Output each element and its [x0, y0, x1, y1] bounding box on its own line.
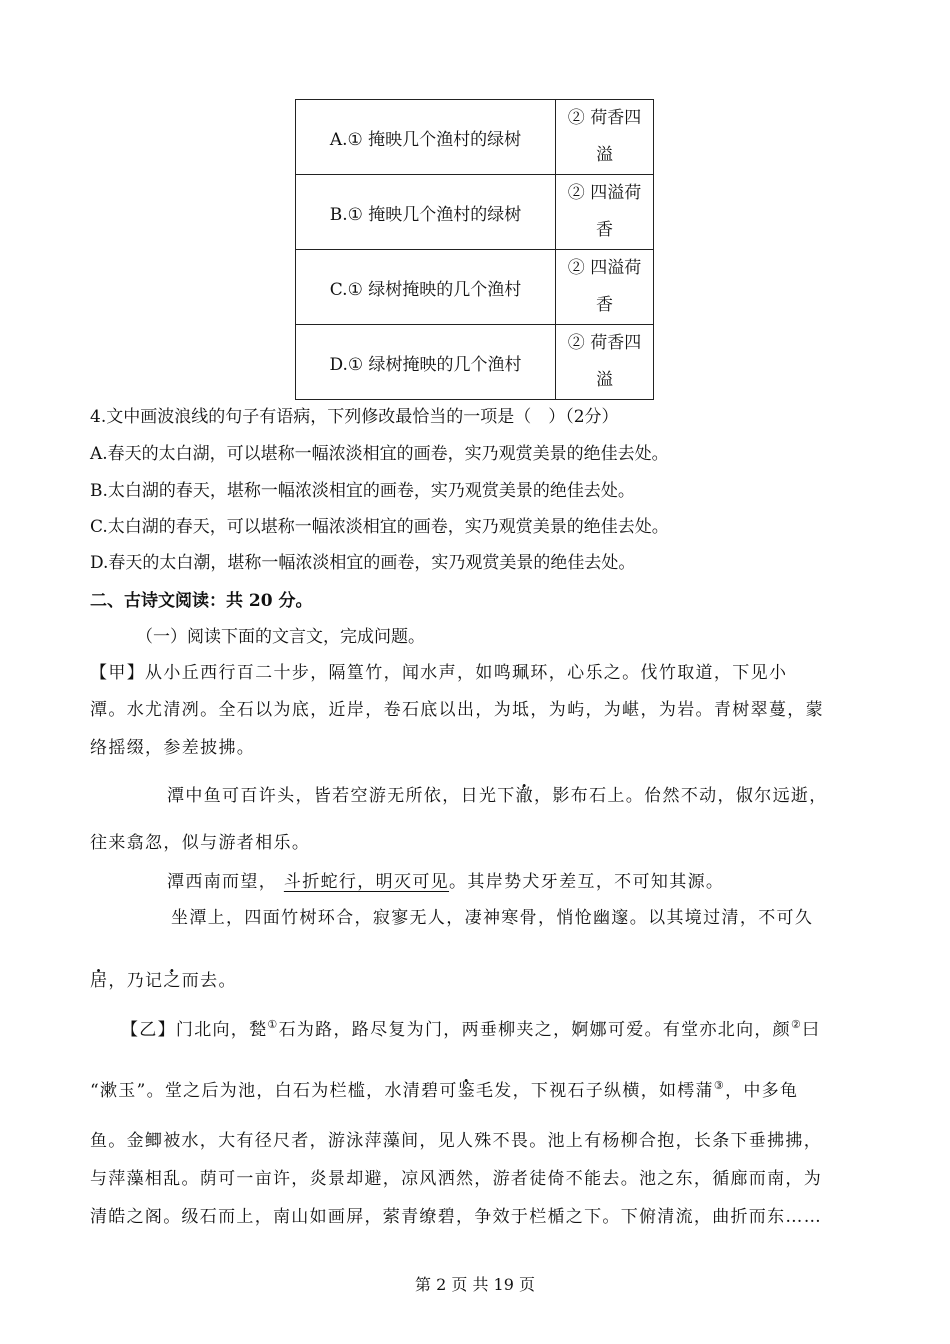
passage-jia-line: 络摇缀，参差披拂。 [90, 738, 256, 758]
passage-yi-line: 与萍藻相乱。荫可一亩许，炎景却避，凉风洒然，游者徒倚不能去。池之东，循廊而南，为 [90, 1169, 822, 1189]
answer-option: D.春天的太白潮，堪称一幅浓淡相宜的画卷，实乃观赏美景的绝佳去处。 [90, 553, 636, 573]
table-row [296, 325, 654, 400]
option-cell: A.① 掩映几个渔村的绿树 [296, 100, 556, 175]
passage-jia-line: 潭中鱼可百许头，皆若空游无所依，日光下澈，影布石上。佁然不动，俶尔远逝， [167, 786, 828, 806]
passage-yi-line: 鱼。金鲫被水，大有径尺者，游泳萍藻间，见人殊不畏。池上有杨柳合抱，长条下垂拂拂， [90, 1131, 822, 1151]
passage-jia-line: 潭西南而望， 斗折蛇行，明灭可见。其岸势犬牙差互，不可知其源。 [167, 872, 725, 892]
table-row [296, 175, 654, 250]
option-cell: B.① 掩映几个渔村的绿树 [296, 175, 556, 250]
dotted-char: 居 [90, 971, 109, 991]
passage-jia-line: 居，乃记之而去。 [90, 971, 237, 991]
passage-jia-line: 【甲】从小丘西行百二十步，隔篁竹，闻水声，如鸣珮环，心乐之。伐竹取道，下见小 [90, 663, 788, 683]
answer-option: B.太白湖的春天，堪称一幅浓淡相宜的画卷，实乃观赏美景的绝佳去处。 [90, 481, 635, 501]
option-cell: ② 四溢荷 香 [556, 175, 654, 250]
question-prompt: 4.文中画波浪线的句子有语病，下列修改最恰当的一项是（ ）（2分） [90, 407, 619, 427]
option-cell: C.① 绿树掩映的几个渔村 [296, 250, 556, 325]
dotted-char: 之 [163, 971, 182, 991]
dotted-char: 澈 [515, 786, 535, 806]
underlined-phrase: 斗折蛇行，明灭可见 [283, 872, 450, 892]
answer-option: C.太白湖的春天，可以堪称一幅浓淡相宜的画卷，实乃观赏美景的绝佳去处。 [90, 517, 669, 537]
option-cell: ② 四溢荷 香 [556, 250, 654, 325]
passage-yi-line: 清皓之阁。级石而上，南山如画屏，萦青缭碧，争效于栏楯之下。下俯清流，曲折而东…… [90, 1207, 822, 1227]
passage-yi-line: “漱玉”。堂之后为池，白石为栏槛，水清碧可鉴毛发，下视石子纵横，如樗蒲③，中多龟 [90, 1079, 799, 1101]
passage-jia-line: 潭。水尤清冽。全石以为底，近岸，卷石底以出，为坻，为屿，为嵁，为岩。青树翠蔓，蒙 [90, 700, 824, 720]
table-row [296, 250, 654, 325]
options-table [295, 99, 654, 400]
passage-yi-line: 【乙】门北向，甃①石为路，路尽复为门，两垂柳夹之，婀娜可爱。有堂亦北向，颜②曰 [121, 1018, 821, 1040]
dotted-char: 鉴 [457, 1081, 476, 1101]
page-footer: 第 2 页 共 19 页 [415, 1275, 535, 1294]
option-cell: D.① 绿树掩映的几个渔村 [296, 325, 556, 400]
passage-jia-line: 往来翕忽，似与游者相乐。 [90, 833, 311, 853]
passage-jia-line: 坐潭上，四面竹树环合，寂寥无人，凄神寒骨，悄怆幽邃。以其境过清，不可久 [171, 908, 814, 928]
section-subheading: （一）阅读下面的文言文，完成问题。 [136, 627, 425, 647]
answer-option: A.春天的太白湖，可以堪称一幅浓淡相宜的画卷，实乃观赏美景的绝佳去处。 [90, 444, 669, 464]
option-cell: ② 荷香四 溢 [556, 325, 654, 400]
table-row [296, 100, 654, 175]
section-heading: 二、古诗文阅读：共 20 分。 [90, 591, 313, 611]
option-cell: ② 荷香四 溢 [556, 100, 654, 175]
